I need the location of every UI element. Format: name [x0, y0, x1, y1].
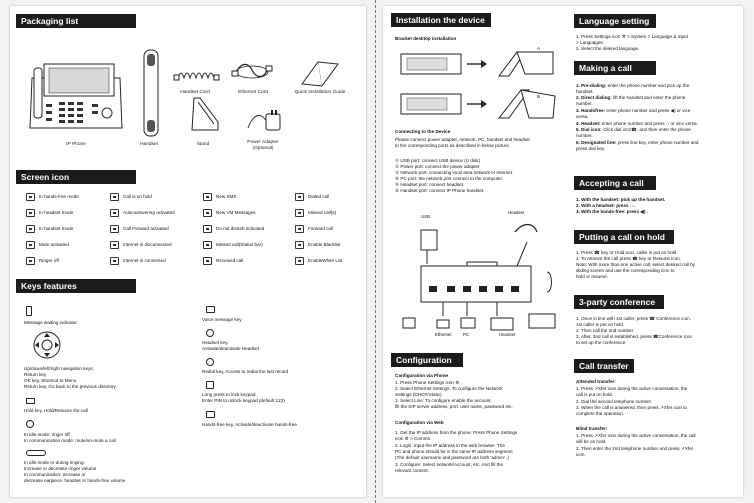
label-a: A: [537, 46, 541, 51]
key-desc: OK key, Shortcut to Menu: [24, 378, 77, 383]
conference-header: 3-party conference: [574, 295, 664, 309]
language-line: > Languages.: [576, 40, 604, 45]
accepting-header: Accepting a call: [574, 176, 656, 190]
language-line: 1. Press Settings icon ⚒ > System > Language & Input: [576, 34, 688, 39]
step-text: number.: [576, 133, 593, 138]
hold-line: 2. To retrieve the call press ☎ key or Resume icon.: [576, 256, 681, 261]
language-line: 2. Select the desired language.: [576, 46, 640, 51]
step-label: 5. Dial icon:: [576, 127, 602, 132]
config-line: 2. Select Ethernet Settings. To configure the Network: [395, 386, 503, 391]
screen-icon-label: Missed call(s): [308, 210, 337, 215]
via-phone-title: Configuration via Phone: [395, 373, 449, 378]
caption-handset: Handset: [140, 142, 158, 147]
step-text: Click dial icon☎, and then enter the phone: [601, 127, 691, 132]
screen-icon-label: In hands-free mode: [39, 194, 79, 199]
mute-icon: [26, 241, 35, 249]
step-text: press dial key.: [576, 146, 606, 151]
config-line: 3. Configure: Select network/Account, etc. And fill the: [395, 462, 504, 467]
config-line: Settings (DHCP/Static): [395, 392, 442, 397]
accept-line: 3. With the hands-free: press ◀) .: [576, 209, 648, 214]
handset-mode-icon: [26, 225, 35, 233]
step-text: number.: [576, 101, 593, 106]
diagram-label-usb: USB: [421, 214, 431, 219]
key-desc: Up/down/left/right navigation keys.: [24, 366, 94, 371]
hold-key-icon: [26, 398, 35, 404]
blind-title: Blind transfer:: [576, 426, 608, 431]
lock-key-icon: [206, 381, 214, 389]
step-label: 4. Headset:: [576, 121, 601, 126]
port-item: ⑤ Headset port: connect headset.: [395, 182, 465, 187]
accept-line: 1. With the handset: pick up the handset.: [576, 197, 666, 202]
key-desc: Hold key, Hold/Resume the call: [24, 408, 88, 413]
hold-line: 1. Press ☎ key or Hold icon, caller is put on hold.: [576, 250, 678, 255]
accept-line: 2. With a headset: press ∩ .: [576, 203, 636, 208]
config-line: icon ⚙ > Commn.: [395, 436, 432, 441]
key-desc: Enter PIN to unlock keypad (default 123): [202, 398, 285, 403]
transfer-line: 2. Dial the second telephone number.: [576, 399, 653, 404]
bracket-title: Bracket desktop installation: [395, 36, 457, 41]
redial-key-icon: [206, 358, 214, 366]
via-web-title: Configuration via Web: [395, 420, 444, 425]
step-label: 6. Designated line:: [576, 140, 617, 145]
config-line: 2. Login: Input the IP address in the web browser. The: [395, 443, 505, 448]
caption-power-adapter: Power Adapter: [247, 140, 279, 145]
config-line: (The default username and password are both 'admin' .): [395, 455, 509, 460]
transfer-line: icon.: [576, 452, 586, 457]
configuration-header: Configuration: [391, 353, 463, 367]
screen-icon-label: Do not disturb activated: [216, 226, 265, 231]
step-text: press line key, enter phone number and: [616, 140, 699, 145]
transfer-line: call is put on hold.: [576, 392, 613, 397]
caption-ip-phone: IP Phone: [66, 142, 86, 147]
step-label: 3. Handsfree:: [576, 108, 606, 113]
key-desc: Return key, Go back to the previous directory: [24, 384, 116, 389]
caption-ethernet-cord: Ethernet Cord: [238, 90, 268, 95]
internet-connected-icon: [110, 257, 119, 265]
headset-mode-icon: [26, 209, 35, 217]
attended-title: Attended transfer:: [576, 379, 616, 384]
diagram-label-pc: PC: [463, 332, 470, 337]
key-desc: In communication: Increase or: [24, 472, 86, 477]
config-line: fill the SIP server address, port, user name, password etc.: [395, 404, 513, 409]
step-label: 1. Pre-dialing:: [576, 83, 607, 88]
whitelist-icon: [295, 257, 304, 265]
conference-line: 1. Once in line with 1st caller, press ☎ Conference icon,: [576, 316, 692, 321]
packaging-header: Packaging list: [16, 14, 136, 28]
hold-line: sliding screen and use the corresponding icon to: [576, 268, 675, 273]
port-item: ① USB port: connect USB device (U disk): [395, 158, 481, 163]
auto-answer-icon: [110, 209, 119, 217]
internet-disconnected-icon: [110, 241, 119, 249]
key-desc: Long press to lock keypad.: [202, 392, 257, 397]
ethernet-cord-illustration: [230, 56, 274, 86]
installation-header: Installation the device: [391, 13, 491, 27]
page-fold-divider: [375, 0, 377, 503]
config-line: relevant content.: [395, 468, 429, 473]
step-text: handset.: [576, 89, 594, 94]
screen-icon-label: New VM Messages: [216, 210, 256, 215]
key-desc: Redial key, Access to redial the last record: [202, 369, 289, 374]
connecting-text: Please connect power adapter, network, PC, handset and headset: [395, 137, 530, 142]
screen-icon-label: Call is on hold: [123, 194, 152, 199]
key-desc: In communication mode: mute/un-mute a call: [24, 438, 116, 443]
bracket-installation-a: [397, 46, 567, 80]
transfer-line: 1. Press ↗Xfer icon during the active conversation, the: [576, 386, 688, 391]
headset-key-icon: [206, 329, 214, 337]
bracket-installation-b: [397, 86, 567, 122]
step-text: enter phone number and press ◀) or vice: [605, 108, 691, 113]
conference-line: 2. Then call the 2nd number.: [576, 328, 635, 333]
caption-quick-guide: Quick Installation Guide: [294, 90, 346, 95]
conference-line: 3. After, 2nd call is established, press ☎Conference icon: [576, 334, 693, 339]
screen-icon-label: Internet is connected: [123, 258, 166, 263]
ringer-off-icon: [26, 257, 35, 265]
conference-line: to set up the conference.: [576, 340, 627, 345]
mute-key-icon: [26, 420, 34, 428]
screen-icon-label: EnableWhite List: [308, 258, 343, 263]
key-desc: In idle mode: ringer off: [24, 432, 70, 437]
volume-key-icon: [26, 450, 46, 456]
port-item: ④ PC port: the network port connect to the computer.: [395, 176, 504, 181]
step-text: versa.: [576, 114, 589, 119]
key-desc: Voice message key: [202, 317, 242, 322]
screen-icon-header: Screen icon: [16, 170, 136, 184]
screen-icon-label: Auto-answering activated: [123, 210, 175, 215]
hold-header: Putting a call on hold: [574, 230, 674, 244]
key-desc: decrease earpiece, headset or hands-free volume: [24, 478, 126, 483]
diagram-label-ethernet: Ethernet: [435, 332, 452, 337]
step-label: 2. Direct dialing:: [576, 95, 612, 100]
handset-cord-illustration: [174, 58, 220, 88]
hands-free-mode-icon: [26, 193, 35, 201]
label-b: B: [537, 94, 541, 99]
hold-line: hold or resume.: [576, 274, 608, 279]
screen-icon-label: In headset mode: [39, 210, 74, 215]
dialed-call-icon: [295, 193, 304, 201]
transfer-line: 2. Then enter the 2nd telephone number and press ↗Xfer: [576, 446, 694, 451]
diagram-label-headset: Headset: [508, 210, 525, 215]
config-line: 1. Get the IP address from the phone: Press Phone Settings: [395, 430, 518, 435]
transfer-line: will be on hold.: [576, 439, 607, 444]
new-sms-icon: [203, 193, 212, 201]
missed-calls-icon: [295, 209, 304, 217]
screen-icon-label: Mute activated: [39, 242, 69, 247]
screen-icon-label: In handset mode: [39, 226, 74, 231]
handset-illustration: [138, 46, 164, 141]
transfer-line: 1. Press ↗Xfer icon during the active conversation, the call: [576, 433, 696, 438]
screen-icon-label: Received call: [216, 258, 244, 263]
config-line: PC and phone should be in the same IP address segment: [395, 449, 513, 454]
step-text: enter phone number and press ∩ or vice versa.: [600, 121, 698, 126]
caption-handset-cord: Handset Cord: [180, 90, 210, 95]
do-not-disturb-icon: [203, 225, 212, 233]
connecting-text: to the corresponding ports as described in below picture.: [395, 143, 511, 148]
transfer-line: 3. When the call is answered, then press ↗Xfer icon to: [576, 405, 688, 410]
step-text: enter the phone number and pick up the: [606, 83, 690, 88]
config-line: 3. Select Line: To configure enable the account,: [395, 398, 492, 403]
screen-icon-label: Forward call: [308, 226, 334, 231]
port-item: ② Power port: connect the power adapter.: [395, 164, 481, 169]
language-header: Language setting: [574, 14, 656, 28]
port-item: ⑥ Handset port: connect IP Phone handset.: [395, 188, 485, 193]
transfer-header: Call transfer: [574, 359, 634, 373]
diagram-label-handset: Handset: [499, 332, 516, 337]
stand-illustration: [188, 92, 222, 134]
port-item: ③ Network port: connecting local area network or Internet.: [395, 170, 514, 175]
caption-optional: (Optional): [252, 146, 274, 151]
connection-diagram: [397, 202, 567, 347]
screen-icon-label: Dialed call: [308, 194, 330, 199]
navigation-keys-icon: [32, 330, 62, 360]
screen-icon-label: Missed call(Status bar): [216, 242, 263, 247]
screen-icon-label: Enable Blacklist: [308, 242, 341, 247]
blacklist-icon: [295, 241, 304, 249]
screen-icon-label: New SMS: [216, 194, 237, 199]
hands-free-key-icon: [206, 411, 215, 418]
key-desc: Activate/deactivate Headset: [202, 346, 259, 351]
step-text: lift the handset and enter the phone: [611, 95, 686, 100]
key-desc: In idle mode or during ringing:: [24, 460, 85, 465]
connecting-title: Connecting to the Device: [395, 129, 451, 134]
received-call-icon: [203, 257, 212, 265]
caption-stand: Stand: [196, 142, 210, 147]
key-desc: Increase or decrease ringer volume: [24, 466, 97, 471]
ip-phone-illustration: [24, 50, 124, 135]
power-adapter-illustration: [244, 106, 284, 136]
key-desc: Hands-free key, Activate/deactivate hands-free: [202, 422, 297, 427]
screen-icon-label: Ringer off: [39, 258, 59, 263]
conference-line: 1st caller is put on hold.: [576, 322, 625, 327]
screen-icon-label: Call Forward activated: [123, 226, 169, 231]
call-forward-icon: [110, 225, 119, 233]
keys-header: Keys features: [16, 279, 136, 293]
call-hold-icon: [110, 193, 119, 201]
hold-line: Note: With more than one active call, select desired call by: [576, 262, 695, 267]
right-page: [383, 6, 743, 497]
message-indicator-icon: [26, 306, 32, 316]
forward-call-icon: [295, 225, 304, 233]
config-line: 1. Press Phone Settings icon ⚙ .: [395, 380, 462, 385]
voicemail-icon: [203, 209, 212, 217]
key-desc: Message waiting indicator: [24, 320, 77, 325]
transfer-line: complete the operation.: [576, 411, 625, 416]
key-desc: Return key: [24, 372, 47, 377]
making-call-header: Making a call: [574, 61, 656, 75]
missed-call-status-icon: [203, 241, 212, 249]
left-page: [10, 6, 366, 497]
voice-message-key-icon: [206, 306, 215, 313]
quick-guide-illustration: [296, 58, 342, 88]
key-desc: Headset key,: [202, 340, 229, 345]
screen-icon-label: Internet is disconnected: [123, 242, 172, 247]
